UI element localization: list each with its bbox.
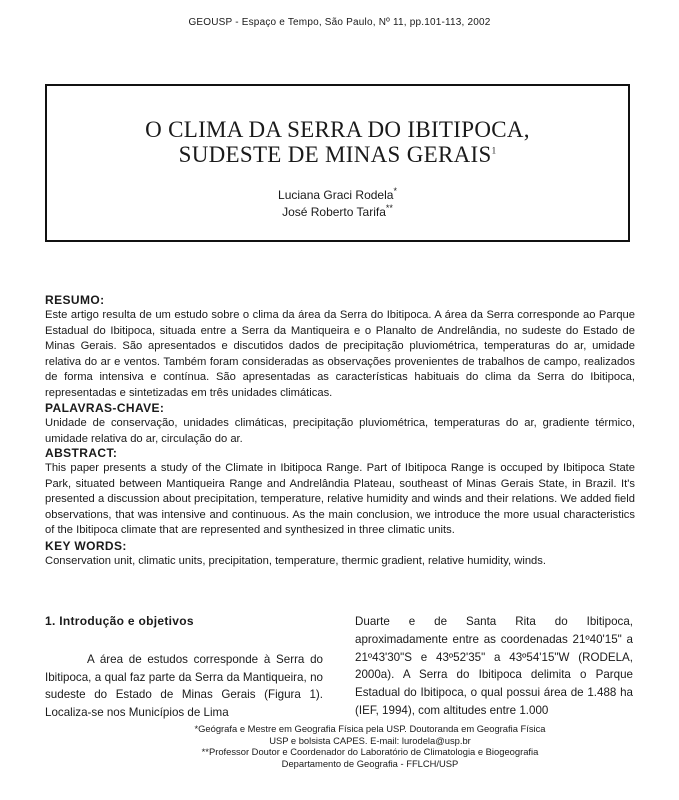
intro-heading: 1. Introdução e objetivos [45,614,194,628]
author-name: Luciana Graci Rodela [278,188,394,202]
title-footnote-mark: 1 [491,145,497,156]
title-line-2 [47,142,628,167]
author-footnote-mark: * [393,186,397,196]
abstract-section [45,446,635,569]
title-line-1: O CLIMA DA SERRA DO IBITIPOCA, [145,117,530,142]
author-footnote-mark: ** [385,203,393,213]
footnote-2-mark: ** [201,746,209,757]
title-box [45,84,630,242]
abstract-text: This paper presents a study of the Climate in Ibitipoca Range. Part of Ibitipoca Range is occuped by Ibitipoca State Park, situated between Mantiqueira Range and Andrelândia Plateau, southeast of Minas Gerais State, in Brazil. It's presented a discussion about precipitation, temperature, relative humidity and winds and their relations. We added field observations, that was intensive and continuous. As the main conclusion, we introduce the more usual characteristics of the Ibitipoca climate that are represented and synthesized in three climatic units. [45,462,635,536]
resumo-text: Este artigo resulta de um estudo sobre o clima da área da Serra do Ibitipoca. A área da Serra corresponde ao Parque Estadual do Ibitipoca, situada entre a Serra da Mantiqueira e o Planalto de Andrelândia, no sudeste do Estado de Minas Gerais. São apresentados e discutidos dados de precipitação pluviométrica, temperaturas do ar, umidade relativa do ar e ventos. Também foram consideradas as observações provenientes de trabalhos de campo, realizados de forma intensiva e contínua. São apresentadas as características habituais do clima da Serra do Ibitipoca, representadas e sintetizadas em três unidades climáticas. [45,309,635,399]
intro-right-text: Duarte e de Santa Rita do Ibitipoca, aproximadamente entre as coordenadas 21º40'15" a 21º43'30"S e 43º52'35" a 43º54'15"W (RODELA, 2000a). A Serra do Ibitipoca delimita o Parque Estadual do Ibitipoca, o qual possui área de 1.488 ha (IEF, 1994), com altitudes entre 1.000 [355,615,633,717]
footnote-1 [190,723,550,735]
footnote-2-line-2: Departamento de Geografia - FFLCH/USP [281,757,459,769]
palavras-chave-text: Unidade de conservação, unidades climáticas, precipitação pluviométrica, temperaturas do ar, gradiente térmico, umidade relativa do ar, circulação do ar. [45,417,635,445]
author-name: José Roberto Tarifa [282,205,386,219]
intro-right-column [355,613,633,720]
intro-left-text: A área de estudos corresponde à Serra do Ibitipoca, a qual faz parte da Serra da Mantiqueira, no sudeste do Estado de Minas Gerais (Figura 1). Localiza-se nos Municípios de Lima [45,652,323,720]
author [47,204,628,221]
footnote-1-line-1: Geógrafa e Mestre em Geografia Física pela USP. Doutoranda em Geografia Física [198,723,546,734]
footnotes [190,723,550,769]
key-words-heading: KEY WORDS: [45,538,127,553]
author-list [47,187,628,221]
running-header: GEOUSP - Espaço e Tempo, São Paulo, Nº 11, pp.101-113, 2002 [188,17,491,28]
article-title [47,117,628,167]
footnote-2 [190,746,550,758]
footnote-2-line-1: Professor Doutor e Coordenador do Laboratório de Climatologia e Biogeografia [208,746,539,757]
footnote-1-mark: * [194,723,199,734]
intro-left-column [45,613,323,722]
resumo-heading: RESUMO: [45,293,105,307]
resumo-section [45,293,635,447]
key-words-text: Conservation unit, climatic units, precipitation, temperature, thermic gradient, relative humidity, winds. [45,554,546,567]
title-line-2-text: SUDESTE DE MINAS GERAIS [178,142,492,167]
author [47,187,628,204]
palavras-chave-heading: PALAVRAS-CHAVE: [45,401,165,415]
footnote-1-line-2: USP e bolsista CAPES. E-mail: lurodela@usp.br [269,734,471,746]
abstract-heading: ABSTRACT: [45,446,118,460]
